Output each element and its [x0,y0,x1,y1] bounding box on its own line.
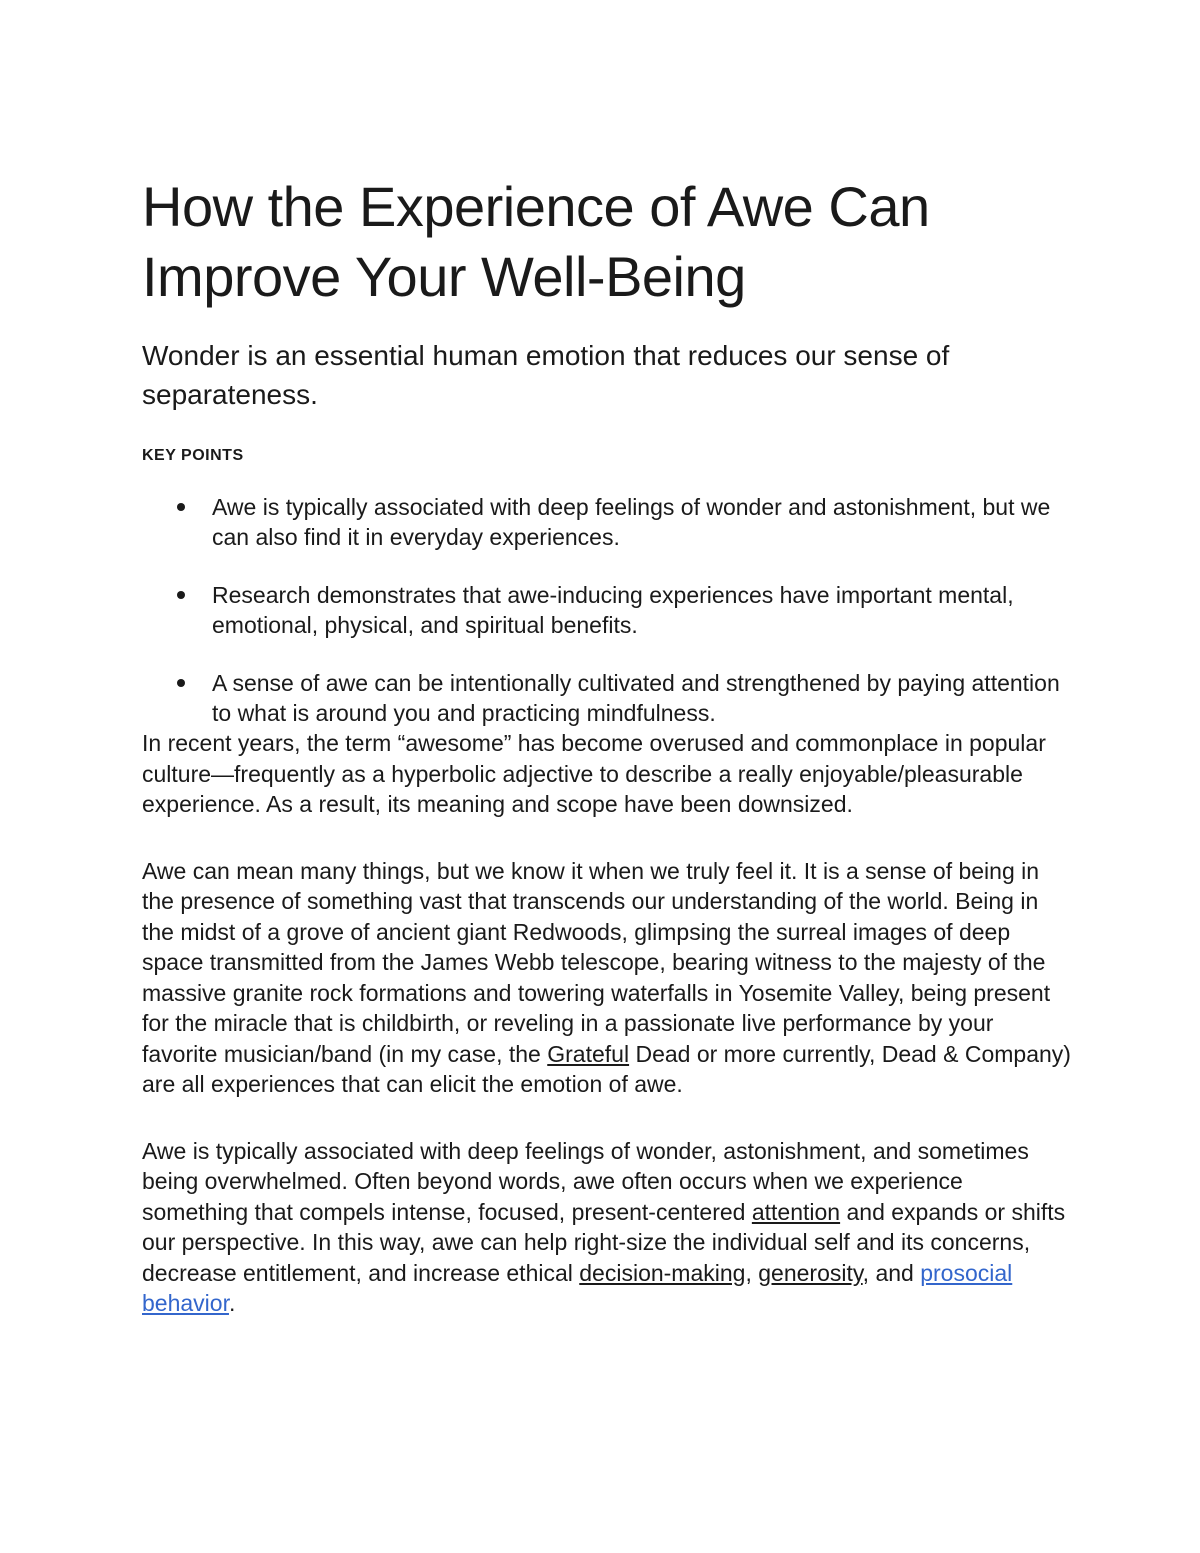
paragraph-3 [142,1136,1072,1319]
prosocial-behavior-link[interactable]: prosocial behavior [142,1259,1013,1316]
generosity-link[interactable]: generosity [758,1259,863,1286]
paragraph-3-text-a: Awe is typically associated with deep feelings of wonder, astonishment, and sometimes being overwhelmed. Often beyond words, awe often occurs when we experience something that compels intense, focused, present-centered [142,1137,1029,1225]
article-title [142,172,1072,312]
key-points-list [142,492,1072,728]
key-point-text: A sense of awe can be intentionally cultivated and strengthened by paying attention to what is around you and practicing mindfulness. [212,670,1060,726]
separator-text: , and [862,1259,921,1286]
period-text: . [228,1290,236,1316]
paragraph-2-text-a: Awe can mean many things, but we know it when we truly feel it. It is a sense of being in the presence of something vast that transcends our understanding of the world. Being in the midst of a grove of ancient giant Redwoods, glimpsing the surreal images of deep space transmitted from the James Webb telescope, bearing witness to the majesty of the massive granite rock formations and towering waterfalls in Yosemite Valley, being present for the miracle that is childbirth, or reveling in a passionate live performance by your favorite musician/band (in my case, the [142,857,1051,1067]
attention-link[interactable]: attention [751,1198,841,1225]
decision-making-link[interactable]: decision-making [579,1259,746,1286]
key-point-item [142,492,1072,552]
key-point-text: Research demonstrates that awe-inducing experiences have important mental, emotional, physical, and spiritual benefits. [212,582,1014,638]
key-points-label: KEY POINTS [142,447,244,464]
key-point-item [142,580,1072,640]
bullet-icon [177,679,185,687]
key-point-item [142,668,1072,728]
article-body [142,172,1072,1355]
article-subtitle: Wonder is an essential human emotion that reduces our sense of separateness. [142,340,950,410]
paragraph-2 [142,856,1072,1100]
title-line-1: How the Experience of Awe Can [142,175,930,238]
separator-text: , [745,1259,759,1286]
paragraph-1: In recent years, the term “awesome” has become overused and commonplace in popular culture—frequently as a hyperbolic adjective to describe a really enjoyable/pleasurable experience. As a result, its meaning and scope have been downsized. [142,730,1046,817]
bullet-icon [177,503,185,511]
paragraph-3-text-b: and expands or shifts our perspective. In this way, awe can help right-size the individual self and its concerns, decrease entitlement, and increase ethical [142,1198,1066,1286]
title-line-2: Improve Your Well-Being [142,245,746,308]
bullet-icon [177,591,185,599]
key-point-text: Awe is typically associated with deep feelings of wonder and astonishment, but we can also find it in everyday experiences. [212,494,1051,550]
paragraph-2-text-b: Dead or more currently, Dead & Company) are all experiences that can elicit the emotion of awe. [142,1040,1071,1097]
grateful-link[interactable]: Grateful [547,1040,630,1067]
